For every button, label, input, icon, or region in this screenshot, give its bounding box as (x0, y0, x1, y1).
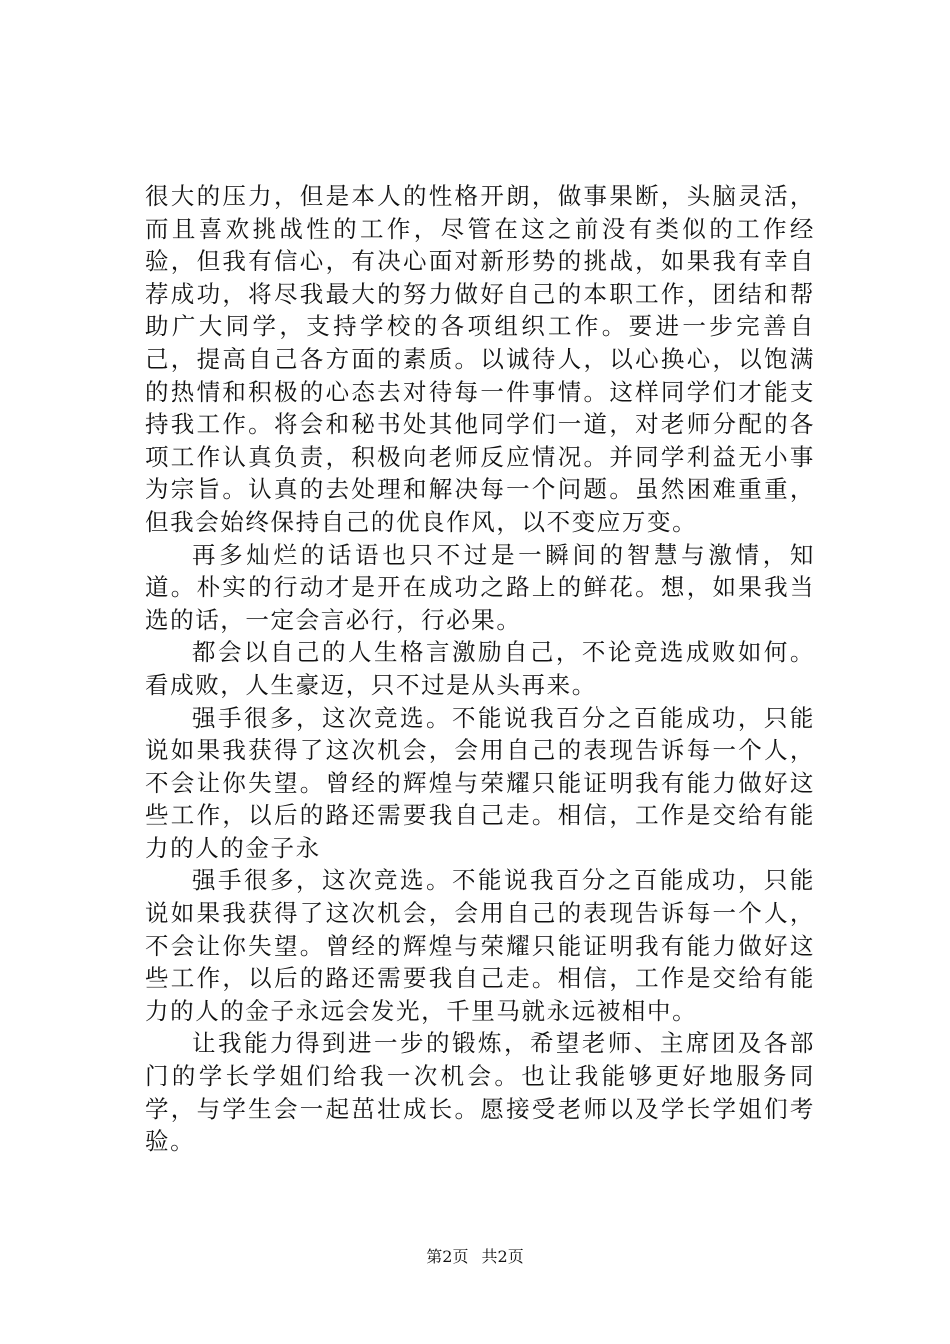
document-body (145, 180, 815, 1158)
paragraph-1: 很大的压力，但是本人的性格开朗，做事果断，头脑灵活，而且喜欢挑战性的工作，尽管在这之前没有类似的工作经验，但我有信心，有决心面对新形势的挑战，如果我有幸自荐成功，将尽我最大的努力做好自己的本职工作，团结和帮助广大同学，支持学校的各项组织工作。要进一步完善自己，提高自己各方面的素质。以诚待人，以心换心，以饱满的热情和积极的心态去对待每一件事情。这样同学们才能支持我工作。将会和秘书处其他同学们一道，对老师分配的各项工作认真负责，积极向老师反应情况。并同学利益无小事为宗旨。认真的去处理和解决每一个问题。虽然困难重重，但我会始终保持自己的优良作风，以不变应万变。 (145, 182, 815, 536)
page-number-total: 共2页 (481, 1247, 524, 1266)
paragraph-6: 让我能力得到进一步的锻炼，希望老师、主席团及各部门的学长学姐们给我一次机会。也让我能够更好地服务同学，与学生会一起茁壮成长。愿接受老师以及学长学姐们考验。 (145, 1029, 815, 1156)
paragraph-2: 再多灿烂的话语也只不过是一瞬间的智慧与激情，知道。朴实的行动才是开在成功之路上的鲜花。想，如果我当选的话，一定会言必行，行必果。 (145, 540, 815, 634)
page-footer (0, 1244, 950, 1267)
paragraph-3: 都会以自己的人生格言激励自己，不论竞选成败如何。看成败，人生豪迈，只不过是从头再来。 (145, 638, 815, 699)
page-number-current: 第2页 (426, 1247, 469, 1266)
paragraph-4: 强手很多，这次竞选。不能说我百分之百能成功，只能说如果我获得了这次机会，会用自己的表现告诉每一个人，不会让你失望。曾经的辉煌与荣耀只能证明我有能力做好这些工作，以后的路还需要我自己走。相信，工作是交给有能力的人的金子永 (145, 703, 815, 862)
paragraph-5: 强手很多，这次竞选。不能说我百分之百能成功，只能说如果我获得了这次机会，会用自己的表现告诉每一个人，不会让你失望。曾经的辉煌与荣耀只能证明我有能力做好这些工作，以后的路还需要我自己走。相信，工作是交给有能力的人的金子永远会发光，千里马就永远被相中。 (145, 866, 815, 1025)
